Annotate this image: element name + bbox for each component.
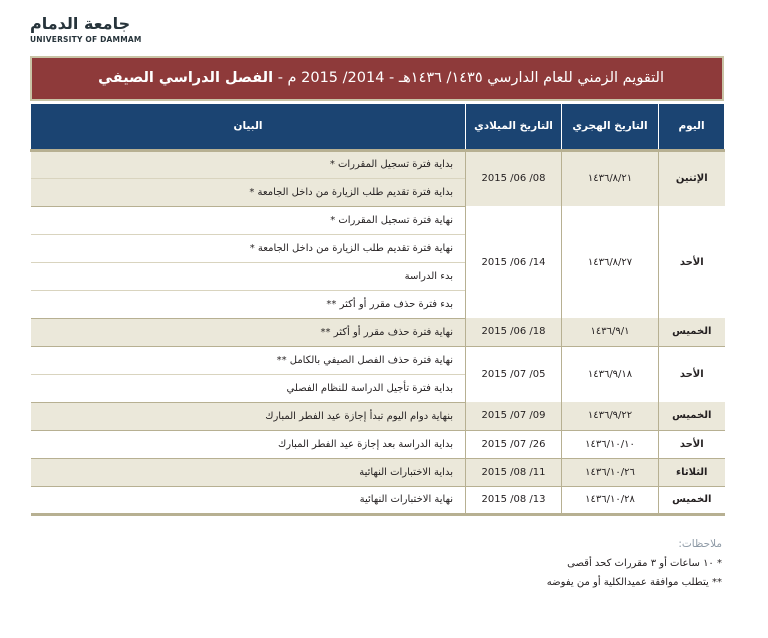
gregorian-date-cell: 2015 /07 /26 bbox=[466, 430, 562, 458]
gregorian-date-cell: 2015 /06 /14 bbox=[466, 206, 562, 318]
description-cell: بداية فترة تأجيل الدراسة للنظام الفصلي bbox=[31, 374, 466, 402]
university-logo bbox=[30, 14, 150, 46]
logo-arabic-text: جامعة الدمام bbox=[30, 14, 131, 33]
day-cell: الخميس bbox=[659, 402, 725, 430]
table-row bbox=[31, 206, 725, 234]
description-cell: بدء الدراسة bbox=[31, 262, 466, 290]
notes-title: ملاحظات: bbox=[678, 538, 722, 550]
day-cell: الأحد bbox=[659, 346, 725, 402]
description-cell: بداية الاختبارات النهائية bbox=[31, 458, 466, 486]
description-cell: بدء فترة حذف مقرر أو أكثر ** bbox=[31, 290, 466, 318]
logo-english-text: UNIVERSITY OF DAMMAM bbox=[30, 35, 142, 44]
hijri-date-cell: ١٤٣٦/٨/٢٧ bbox=[562, 206, 659, 318]
hijri-date-cell: ١٤٣٦/١٠/١٠ bbox=[562, 430, 659, 458]
schedule-body bbox=[31, 150, 725, 514]
hijri-date-cell: ١٤٣٦/٩/٢٢ bbox=[562, 402, 659, 430]
hijri-date-cell: ١٤٣٦/٩/١ bbox=[562, 318, 659, 346]
page-title bbox=[98, 58, 664, 99]
hijri-date-cell: ١٤٣٦/٩/١٨ bbox=[562, 346, 659, 402]
table-row bbox=[31, 150, 725, 178]
table-header-row bbox=[31, 104, 725, 150]
table-row bbox=[31, 430, 725, 458]
notes-section bbox=[547, 535, 722, 592]
day-cell: الثلاثاء bbox=[659, 458, 725, 486]
gregorian-date-cell: 2015 /07 /09 bbox=[466, 402, 562, 430]
description-cell: بنهاية دوام اليوم تبدأ إجازة عيد الفطر المبارك bbox=[31, 402, 466, 430]
description-cell: نهاية فترة تسجيل المقررات * bbox=[31, 206, 466, 234]
header-gregorian: التاريخ الميلادي bbox=[466, 104, 562, 150]
description-cell: بداية فترة تسجيل المقررات * bbox=[31, 150, 466, 178]
description-cell: نهاية فترة تقديم طلب الزيارة من داخل الجامعة * bbox=[31, 234, 466, 262]
note-line: * ١٠ ساعات أو ٣ مقررات كحد أقصى bbox=[567, 558, 722, 569]
header-description: البيان bbox=[31, 104, 466, 150]
gregorian-date-cell: 2015 /06 /18 bbox=[466, 318, 562, 346]
description-cell: بداية فترة تقديم طلب الزيارة من داخل الجامعة * bbox=[31, 178, 466, 206]
hijri-date-cell: ١٤٣٦/١٠/٢٨ bbox=[562, 486, 659, 514]
table-row bbox=[31, 486, 725, 514]
description-cell: بداية الدراسة بعد إجازة عيد الفطر المبارك bbox=[31, 430, 466, 458]
title-semester: الفصل الدراسي الصيفي bbox=[98, 70, 274, 86]
day-cell: الخميس bbox=[659, 486, 725, 514]
description-cell: نهاية الاختبارات النهائية bbox=[31, 486, 466, 514]
hijri-date-cell: ١٤٣٦/٨/٢١ bbox=[562, 150, 659, 206]
table-row bbox=[31, 458, 725, 486]
day-cell: الأحد bbox=[659, 430, 725, 458]
gregorian-date-cell: 2015 /06 /08 bbox=[466, 150, 562, 206]
table-row bbox=[31, 346, 725, 374]
title-main: التقويم الزمني للعام الدارسي ١٤٣٥/ ١٤٣٦هـ - 2014/ 2015 م - bbox=[277, 70, 664, 86]
table-row bbox=[31, 402, 725, 430]
gregorian-date-cell: 2015 /07 /05 bbox=[466, 346, 562, 402]
day-cell: الأحد bbox=[659, 206, 725, 318]
day-cell: الخميس bbox=[659, 318, 725, 346]
day-cell: الإثنين bbox=[659, 150, 725, 206]
table-row bbox=[31, 318, 725, 346]
gregorian-date-cell: 2015 /08 /13 bbox=[466, 486, 562, 514]
description-cell: نهاية فترة حذف الفصل الصيفي بالكامل ** bbox=[31, 346, 466, 374]
title-banner bbox=[30, 56, 724, 101]
header-hijri: التاريخ الهجري bbox=[562, 104, 659, 150]
note-line: ** يتطلب موافقة عميدالكلية أو من يفوضه bbox=[546, 577, 722, 588]
hijri-date-cell: ١٤٣٦/١٠/٢٦ bbox=[562, 458, 659, 486]
description-cell: نهاية فترة حذف مقرر أو أكثر ** bbox=[31, 318, 466, 346]
schedule-table bbox=[30, 104, 725, 516]
gregorian-date-cell: 2015 /08 /11 bbox=[466, 458, 562, 486]
header-day: اليوم bbox=[659, 104, 725, 150]
